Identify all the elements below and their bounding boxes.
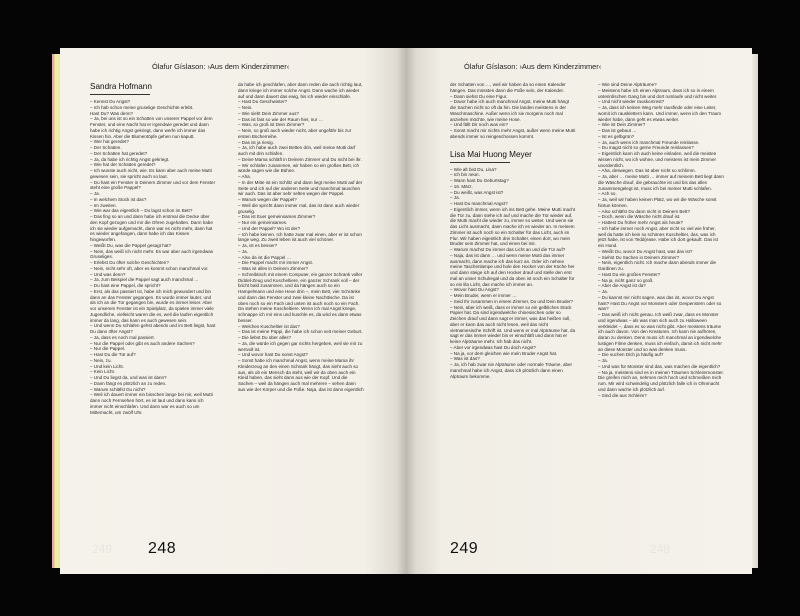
heading-rule [90,94,150,95]
open-book [60,48,752,574]
section-spacer [450,140,576,150]
section-heading: Sandra Hofmann [90,82,152,91]
show-through-folio: 249 [92,542,113,556]
interview-text: da habe ich geschlafen, aber dann reden die auch richtig laut, dann kriege ich immer solche Angst. Dann wache ich wieder auf und dann dauert das ewig, bis ich wieder einschlafe. – Hast Du Geschwister? – Nein. – Wie sieht Dein Zimmer aus? – Das ist fast so wie der Raum hier, nur … – Was, so groß ist Dein Zimmer? – Nein, so groß auch wieder nicht, aber ungefähr bis zur ersten Bücherreihe. – Das ist ja riesig. – Ja, ich habe auch zwei Betten drin, weil meine Mutti darf auch mit drin schlafen. – Deine Mama schläft in Deinem Zimmer und Du nicht bei ihr. – Wir schlafen zusammen, wir haben so ein großes Bett, ich würde sagen wie die Bühne. – Aha. – In der Mitte ist ein Schlitz und dann liegt meine Mutti auf der Seite und ich auf der anderen Seite und manchmal tauschen wir auch. Das ist aber sehr selten wegen der Pappel. – Warum wegen der Pappel? – Weil die spricht dann immer mal, das ist dann auch wieder gruselig. – Das ist Euer gemeinsames Zimmer? – Nur ein gemeinsames. – Und der Pappel? Wo ist der? – Ich habe keinen. Ich hatte zwar mal einen, aber er ist schon lange weg. Zu zweit leben ist auch viel schöner. – Ja, ist es besser? – Ja. – Also da ist die Pappel … – Die Pappel macht mir immer Angst. – Was ist alles in Deinem Zimmer? – Schreibtisch mit einem Computer, ein ganzer Schrank voller Diddel-Zeug und Kuscheltiere, ein ganzer Schrank voll – der bricht bald zusammen, und da hängen auch so ein Hampelmann und eine Hexe drin –, mein Bett, vier Schränke und dann das Fenster und zwei kleine Nachttische. Da ist oben noch so ein Fach und unten ist auch noch so ein Fach. Da stehen meine Kuscheltiere. Wenn ich mal Angst kriege, schnappe ich mir eins und kuschle es, da wird es dann etwas besser. – Welches Kuscheltier ist das? – Das ist meine Püppi, die habe ich schon seit meiner Geburt. – Die liebst Du über alles? – Ja, die würde ich gegen gar nichts hergeben, weil sie mir zu wertvoll ist. – Und wovor hast Du sonst Angst? – Sonst habe ich manchmal Angst, wenn meine Mama ihr Kleiderzeug an den einen Schrank hängt, das sieht auch so aus, als ob ein Mensch da steht, weil wir da oben auch ein Kleid haben, das sieht dann aus wie der Kopf. Und die Sachen – weil da hängen auch mal mehrere – sehen dann aus wie der Körper und die Füße. Naja, das ist dann eigentlich [238,82,364,392]
interview-text: – Wie sind Deine Alpträume? – Meistens habe ich einen Alptraum, dass ich so in einem unterirdischen Gang bin und dort rumlaufe und nicht weiter. – Und nicht wieder rauskommst? – Ja, dass ich keinen Weg mehr rausfinde oder eine Leiter, womit ich rausklettern kann. Und immer, wenn ich den Traum wieder habe, dann geht es etwas weiter. – Wie ist Dein Zimmer? – Das ist gebaut … – Ist es gelbgrün? – Ja, auch wenn ich manchmal Freunde reinlasse. – Du magst nicht so gerne Freunde reinlassen? – Eigentlich kann ich auch keine einladen, weil die meisten wissen nicht, wo ich wohne, und meistens ist mein Zimmer unordentlich. – Aha, deswegen. Das ist aber nicht so schlimm. – Ja, aber … meine Mutti … immer auf meinem Bett liegt dann die Wäsche drauf, die gebrauchte ist und bis das alles zusammengelegt ist, muss ich bei meiner Mutti schlafen. – Ach so. – Ja, weil wir haben keinen Platz, wo wir die Wäsche sonst hintun können. – Also schläfst Du dann nicht in Deinem Bett? – Doch, wenn die Wäsche nicht drauf ist. – Hattest Du früher mehr Angst als heute? – Ich habe immer noch Angst, aber nicht so viel wie früher, weil da hatte ich kein so schönes Kuscheltier, das, was ich jetzt habe, ist von Tedd(ease. Habe ich dort gekauft. Das ist ein Hund. – Weißt Du, wovor Du Angst hast, was das ist? – Siehst Du Sachen in Deinem Zimmer? – Nein, eigentlich nicht. Ich mache dann abends immer die Gardinen zu. – Hast Du ein großes Fenster? – Na ja, nicht ganz so groß. – Aber die Angst ist da? – Ja. – Du kannst mir nicht sagen, was das ist, wovor Du Angst hast? Hast Du Angst vor Monstern oder Gespenstern oder so was? – Das weiß ich nicht genau. Ich weiß zwar, dass es Monster und irgendwas – als was man sich auch zu Halloween verkleidet –, dass es so was nicht gibt. Aber meistens träume ich auch davon. Von den Kreaturen. Ich kann nie aufhören, daran zu denken. Denn muss ich manchmal an irgendwelche lustigen Filme denken, muss ich einfach, damit ich nicht mehr an diese Monster und so was denken muss. – Die suchen Dich ja häufig auf? – Ja. – Und was für Monster sind das, was machen die eigentlich? – Na ja, meistens sind es in meinen Träumen Schleimmonster. Die greifen mich an, nehmen mich hoch und schmeißen mich rum. Mir wird schwindelig und plötzlich falle ich in Ohnmacht und dann wache ich plötzlich auf. – Sind die aus Schleim? [598,82,724,398]
left-page [60,48,406,574]
interview-text: der Schatten von …, weil wir haben da so einen Kalender hängen. Das müssten dann die Füße sein, der Kalender. – Dann siehst Du eine Figur. – Davor habe ich auch manchmal Angst, meine Mutti hängt die Sachen nicht so oft da hin. Die landen meistens in der Waschmaschine. Außer wenn ich sie morgens noch mal anziehen möchte, wie meine Hose. – Und fällt Dir noch was ein? – Sonst macht mir nichts mehr Angst, außer wenn meine Mutti abends immer so reingeschossen kommt. [450,82,576,139]
page-number-right: 249 [450,540,479,557]
page-number-left: 248 [148,540,177,557]
interview-text: – Kennst Du Angst? – Ich hab schon meine gruselige Geschichte erlebt. Hast Du? Was denn? – Ja, bei uns ist so ein Schatten von unserer Pappel vor dem Fenster, und eine Nacht hat er irgendwie geredet und dann habe ich richtig Angst gekriegt, dann werfe ich immer das Kissen hin. Aber die Blumentöpfe gehen nun kaputt. – Wer hat geredet? – Der Schatten. – Der Schatten hat geredet? – Ja, da habe ich richtig Angst gekriegt. – Wie hat der Schatten geredet? – Ich wusste auch nicht, wie. Es kann aber auch meine Mutti gewesen sein, sie spricht auch so laut. – Du hast ein Fenster in Deinem Zimmer und vor dem Fenster steht eine große Pappel? – Ja. – In welchem Stock ist das? – Im zweiten. – Wie war das eigentlich – Du lagst schon im Bett? – Das fing so an und dann habe ich erstmal die Decke über den Kopf gezogen und mir die Ohren zugehalten. Dann habe ich sie wieder aufgemacht, dann war es nicht mehr, dann hat es wieder angefangen, dann habe ich das Kissen hingeworfen. – Weißt Du, was die Pappel gesagt hat? – Nein, das weiß ich nicht mehr. Es war aber auch irgendwas Gruseliges. – Erlebst Du öfter solche Geschichten? – Nein, nicht sehr oft, aber es kommt schon manchmal vor. – Und was denn? – Ja, zum Beispiel die Pappel sagt auch manchmal … – Du hast eine Pappel, die spricht? – Erst, als das passiert ist, habe ich mich gewundert und bin dann an das Fenster gegangen. Es wurde immer lauter, und als ich an die Tür gegangen bin, wurde es immer leiser. Aber vor unserem Fenster ist ein Spielplatz, da spielen immer viele Jugendliche, vielleicht waren die es, weil die laufen eigentlich immer da lang, das kann es auch gewesen sein. – Und wenn Du schlafen gehst abends und im Bett liegst, hast Du dann öfter Angst? – Ja, dass es noch mal passiert. – Nur die Pappel oder gibt es auch andere Sachen? – Nur die Pappel. – Hast Du die Tür auf? – Nein, zu. – Und kein Licht. – Kein Licht. – Und Du liegst da, und was ist dann? – Dann fängt es plötzlich an zu reden. – Warum schläfst Du nicht? – Weil ich dauert immer ein bisschen lange bei mir, weil Mutti dann noch Fernsehen hört, es ist laut und dann kann ich immer nicht einschlafen. Und dann war es auch so um Mitternacht, um zwölf Uhr. [90,99,216,415]
heading-rule [450,162,510,163]
right-column-1 [450,82,576,379]
right-column-2 [598,82,724,398]
running-head-left: Ólafur Gíslason: ›Aus dem Kinderzimmer‹ [152,62,290,71]
left-column-2 [238,82,364,393]
section-heading: Lisa Mai Huong Meyer [450,149,532,159]
left-column-1 [90,82,216,415]
running-head-right: Ólafur Gíslason: ›Aus dem Kinderzimmer‹ [464,62,602,71]
interview-text: – Wie alt bist Du, Lisa? – Ich bin neun. – Wann hast Du Geburtstag? – 16. März. – Du weißt, was Angst ist? – Ja. – Hast Du manchmal Angst? – Eigentlich immer, wenn ich ins Bett gehe. Meine Mutti macht die Tür zu, dann stehe ich auf und mache die Tür wieder auf, die Mutti macht die wieder zu, immer so weiter. Und wenn sie das Licht ausmacht, dann mache ich es wieder an. In meinem Zimmer ist auch noch so ein Schalter für das Licht, auch im Flur. Wir haben eigentlich drei Schalter, einen dort, wo mein Bruder sein Zimmer hat, und einen bei mir. – Warum machst Du immer das Licht an und die Tür auf? – Naja, das ist dann … und wenn meine Mutti das immer ausmacht, dann mache ich das kurz an. Oder ich nehme meine Taschenlampe und hole den Hocker von der Küche her und dann steige ich auf den Hocker drauf und stelle den erst mal an unser Schulregal und da oben ist noch ein Schalter für so ein lila Licht, das mache ich immer an. – Wovor hast Du Angst? – Mein Bruder, wenn er immer … – Seid Ihr zusammen in einem Zimmer, Du und Dein Bruder? – Nein, aber ich weiß, dass er immer so ein gelbliches Stück Papier hat. Da sind irgendwelche chinesischen oder so Zeichen drauf und dann sagt er immer, was das heißen soll, aber er kann das auch nicht lesen, weil das nicht vietnamesische Schrift ist. Und wenn er mal Alpträume hat, da sagt er das immer wieder bis er einschläft und dann hat er keine Alpträume mehr. Ich hab das nicht. – Aber vor irgendwas hast Du doch Angst? – Na ja, vor dem gleichen wie mein Bruder Angst hat. – Was ist das? – Ja, ich hab zwar nie Alpträume oder normale Träume, aber manchmal habe ich Angst, dass ich plötzlich dann einen Alptraum bekomme. [450,166,576,379]
show-through-folio: 248 [650,542,671,556]
right-page [406,48,752,574]
